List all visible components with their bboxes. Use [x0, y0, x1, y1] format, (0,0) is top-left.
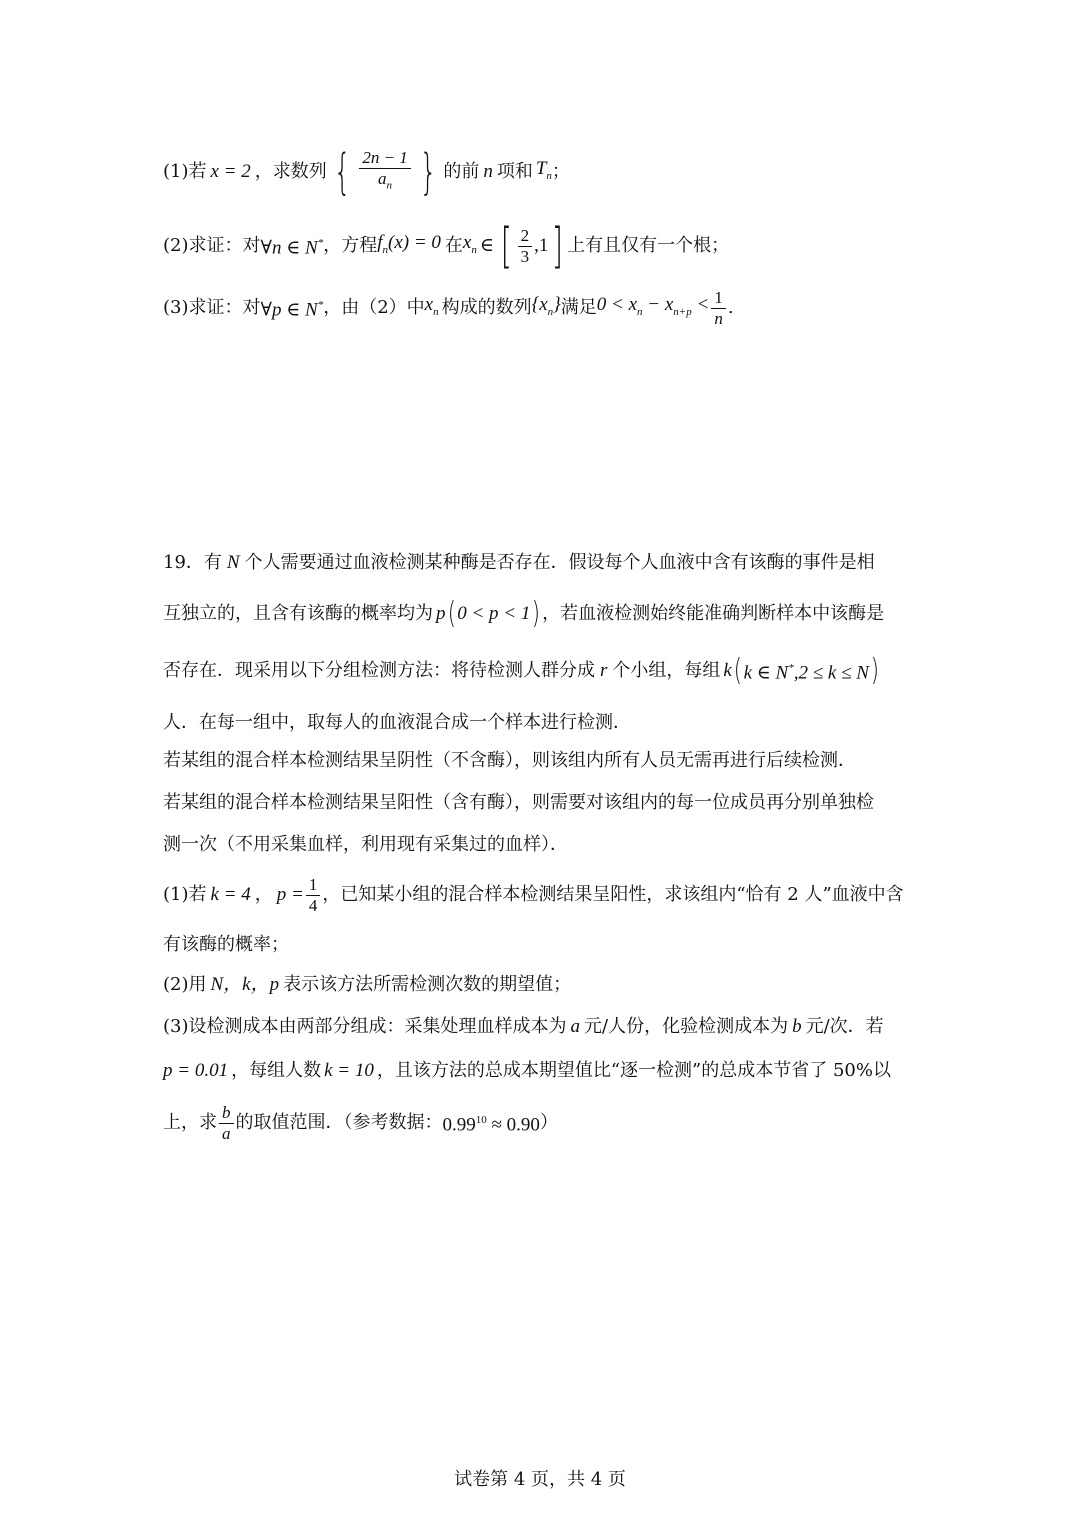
text: 若某组的混合样本检测结果呈阳性（含有酶），则需要对该组内的每一位成员再分别单独检: [163, 792, 874, 813]
fraction: [518, 226, 533, 267]
math-vars: N，k，p: [210, 974, 280, 995]
q19-line2: [163, 598, 923, 630]
text: 个小组，每组: [612, 660, 721, 681]
text: 的取值范围．（参考数据：: [235, 1112, 443, 1133]
math-func: $f_n(x) = 0$: [377, 231, 441, 256]
text: 测一次（不用采集血样，利用现有采集过的血样）．: [163, 834, 568, 855]
q19-line6: [163, 790, 923, 816]
text: ；: [551, 161, 570, 182]
math-var: p: [436, 603, 446, 624]
page-footer: 试卷第 4 页，共 4 页: [454, 1469, 626, 1490]
text: 上，求: [163, 1112, 217, 1133]
text: 构成的数列: [441, 297, 532, 318]
text: 互独立的，且含有该酶的概率均为: [163, 603, 433, 624]
math-p: p =: [276, 884, 304, 905]
fraction-denominator: 3: [520, 246, 530, 266]
math-ineq: $0 < x_n - x_{n+p}$ <: [596, 293, 710, 318]
text: ，已知某小组的混合样本检测结果呈阳性，求该组内“恰有 2 人”血液中含: [322, 884, 904, 905]
math-var: $x_n$: [424, 293, 439, 318]
math-var: $T_n$: [535, 157, 552, 182]
q19-sub2: [163, 972, 923, 998]
left-brace: {: [333, 144, 351, 200]
text: 上有且仅有一个根；: [567, 235, 730, 256]
text: ，方程: [323, 235, 378, 256]
math-cond: x = 2: [210, 161, 251, 182]
text: 表示该方法所需检测次数的期望值；: [283, 974, 572, 995]
q18-part2: [163, 218, 923, 274]
q19-line3: [163, 655, 923, 687]
text: 有该酶的概率；: [163, 934, 289, 955]
fraction-numerator: 2n − 1: [359, 148, 410, 169]
fraction-denominator: 4: [308, 895, 318, 915]
q19-sub1-cont: [163, 932, 923, 958]
right-brace: }: [419, 144, 437, 200]
math-p: p = 0.01: [163, 1060, 229, 1081]
text: (2)求证：对: [163, 235, 261, 256]
text: 满足: [560, 297, 597, 318]
right-paren: ): [532, 596, 541, 631]
math-var: a: [570, 1016, 580, 1037]
text: (2)用: [163, 974, 207, 995]
fraction: [359, 148, 410, 195]
text: 19．有: [163, 552, 222, 573]
text: 元/人份，化验检测成本为: [584, 1016, 789, 1037]
q19-line7: [163, 832, 923, 858]
math-var: r: [600, 660, 608, 681]
text: ）: [539, 1112, 558, 1133]
q19-sub3-line2: [163, 1058, 923, 1084]
math-var: N: [226, 552, 240, 573]
math-data: $0.99^{10} \approx 0.90$: [442, 1114, 540, 1136]
q19-line1: [163, 550, 923, 576]
text: .: [727, 297, 734, 318]
fraction-numerator: 1: [711, 288, 726, 309]
fraction-numerator: 2: [518, 226, 533, 247]
math-range: k ∈ N*,2 ≤ k ≤ N: [743, 662, 869, 684]
q19-line4: [163, 710, 923, 736]
math-var: k: [723, 660, 732, 681]
math-forall: ∀p ∈ N*: [260, 299, 324, 321]
text: 个人需要通过血液检测某种酶是否存在．假设每个人血液中含有该酶的事件是相: [244, 552, 875, 573]
right-paren: ): [870, 653, 879, 688]
left-paren: (: [447, 596, 456, 631]
math-in: ∈: [479, 235, 494, 256]
math-range: 0 < p < 1: [457, 603, 531, 624]
text: ，且该方法的总成本期望值比“逐一检测”的总成本节省了 50%以: [376, 1060, 891, 1081]
text: (3)求证：对: [163, 297, 261, 318]
text: ，每组人数: [231, 1060, 322, 1081]
q19-sub3: [163, 1014, 923, 1040]
q19-sub3-line3: [163, 1100, 923, 1146]
math-k: k = 4: [210, 884, 251, 905]
text: 的前: [443, 161, 480, 182]
fraction-numerator: 1: [306, 875, 321, 896]
text: ，若血液检测始终能准确判断样本中该酶是: [542, 603, 885, 624]
text: 项和: [496, 161, 533, 182]
math-forall: ∀n ∈ N*: [260, 237, 324, 259]
fraction: [306, 875, 321, 916]
math-var: $x_n$: [462, 231, 477, 256]
right-bracket: ]: [552, 218, 564, 274]
fraction-denominator: $a_n$: [378, 169, 393, 192]
text: ，求数列: [254, 161, 327, 182]
text: 否存在．现采用以下分组检测方法：将待检测人群分成: [163, 660, 595, 681]
math-seq: $\{x_n\}$: [531, 293, 561, 318]
text: ，: [254, 884, 273, 905]
math-var: n: [483, 161, 493, 182]
fraction: [219, 1103, 234, 1144]
q19-sub1: [163, 872, 923, 918]
text: 若某组的混合样本检测结果呈阴性（不含酶），则该组内所有人员无需再进行后续检测．: [163, 750, 856, 771]
text: (3)设检测成本由两部分组成：采集处理血样成本为: [163, 1016, 567, 1037]
q18-part1: [163, 144, 923, 200]
left-bracket: [: [500, 218, 512, 274]
q19-line5: [163, 748, 923, 774]
math-var: b: [792, 1016, 802, 1037]
text: 元/次．若: [805, 1016, 884, 1037]
fraction-numerator: b: [219, 1103, 234, 1124]
fraction-denominator: a: [222, 1123, 231, 1143]
q18-part3: [163, 284, 923, 332]
text: ，由（2）中: [323, 297, 425, 318]
text: 人．在每一组中，取每人的血液混合成一个样本进行检测．: [163, 712, 631, 733]
fraction: [711, 288, 726, 329]
text: (1)若: [163, 884, 207, 905]
fraction-denominator: n: [714, 308, 723, 328]
math-one: ,1: [534, 235, 549, 256]
left-paren: (: [733, 653, 742, 688]
text: 在: [444, 235, 463, 256]
text: (1)若: [163, 161, 207, 182]
math-k: k = 10: [324, 1060, 374, 1081]
